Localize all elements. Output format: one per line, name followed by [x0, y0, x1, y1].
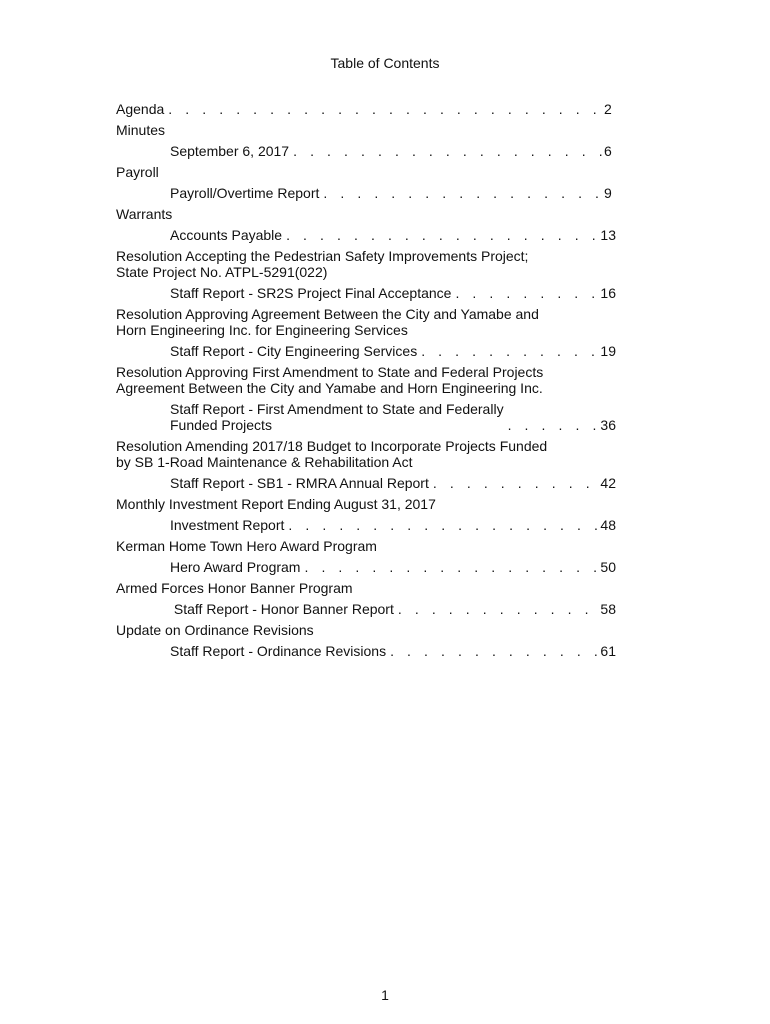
- toc-section-heading: Minutes: [116, 122, 166, 138]
- toc-entry-label: Staff Report - First Amendment to State and Federally Funded Projects: [170, 401, 504, 433]
- toc-title: Table of Contents: [330, 55, 440, 71]
- toc-entry-page: 16: [600, 285, 616, 301]
- toc-section-heading: Payroll: [116, 164, 159, 180]
- toc-entry-label: Staff Report - Honor Banner Report: [170, 601, 394, 617]
- toc-section-heading: Resolution Approving Agreement Between the City and Yamabe and Horn Engineering Inc. for Engineering Services: [116, 306, 539, 338]
- toc-entry-label: Accounts Payable: [170, 227, 283, 243]
- toc-section-heading: Resolution Approving First Amendment to State and Federal Projects Agreement Between the City and Yamabe and Horn Engineering Inc.: [116, 364, 544, 396]
- dot-leader: [293, 143, 602, 159]
- toc-entry[interactable]: [116, 227, 616, 243]
- dot-leader: [168, 101, 602, 117]
- toc-section-heading: Armed Forces Honor Banner Program: [116, 580, 353, 596]
- toc-entry-page: 19: [600, 343, 616, 359]
- dot-leader: [421, 343, 598, 359]
- toc-entry-page: 61: [600, 643, 616, 659]
- toc-section-heading: Resolution Accepting the Pedestrian Safety Improvements Project; State Project No. ATPL-5291(022): [116, 248, 529, 280]
- dot-leader: [398, 601, 599, 617]
- dot-leader: [304, 559, 598, 575]
- dot-leader: [508, 417, 599, 433]
- toc-entry-page: 58: [600, 601, 616, 617]
- toc-entry[interactable]: [116, 475, 616, 491]
- toc-entry-label: Payroll/Overtime Report: [170, 185, 320, 201]
- toc-section-heading: Resolution Amending 2017/18 Budget to Incorporate Projects Funded by SB 1-Road Maintenance & Rehabilitation Act: [116, 438, 548, 470]
- page-number: 1: [381, 987, 389, 1003]
- toc-section-heading: Kerman Home Town Hero Award Program: [116, 538, 377, 554]
- toc-entry[interactable]: [116, 517, 616, 533]
- toc-entry[interactable]: [116, 185, 616, 201]
- toc-entry-page: 36: [600, 417, 616, 433]
- toc-entry-label: Agenda: [116, 101, 165, 117]
- toc-entry-label: Investment Report: [170, 517, 285, 533]
- toc-entry-page: 42: [600, 475, 616, 491]
- toc-entry[interactable]: [116, 101, 616, 117]
- toc-section-heading: Warrants: [116, 206, 173, 222]
- toc-entry-page: 48: [600, 517, 616, 533]
- toc-section-heading: Update on Ordinance Revisions: [116, 622, 314, 638]
- dot-leader: [455, 285, 598, 301]
- dot-leader: [433, 475, 599, 491]
- dot-leader: [286, 227, 598, 243]
- toc-entry[interactable]: [116, 401, 616, 433]
- toc-entry-label: Hero Award Program: [170, 559, 301, 575]
- toc-section-heading: Monthly Investment Report Ending August 31, 2017: [116, 496, 436, 512]
- toc-entry[interactable]: [116, 285, 616, 301]
- table-of-contents: [116, 96, 616, 659]
- dot-leader: [323, 185, 602, 201]
- toc-entry-label: Staff Report - SR2S Project Final Acceptance: [170, 285, 452, 301]
- toc-entry-label: Staff Report - City Engineering Services: [170, 343, 418, 359]
- toc-entry[interactable]: [116, 343, 616, 359]
- toc-entry-page: 50: [600, 559, 616, 575]
- dot-leader: [390, 643, 598, 659]
- toc-entry[interactable]: [116, 143, 616, 159]
- toc-entry-page: 6: [604, 143, 612, 159]
- toc-entry-label: Staff Report - Ordinance Revisions: [170, 643, 387, 659]
- toc-entry-label: September 6, 2017: [170, 143, 290, 159]
- toc-entry[interactable]: [116, 559, 616, 575]
- toc-entry[interactable]: [116, 601, 616, 617]
- toc-entry-label: Staff Report - SB1 - RMRA Annual Report: [170, 475, 429, 491]
- toc-entry-page: 13: [600, 227, 616, 243]
- dot-leader: [288, 517, 598, 533]
- toc-entry-page: 2: [604, 101, 612, 117]
- toc-entry-page: 9: [604, 185, 612, 201]
- toc-entry[interactable]: [116, 643, 616, 659]
